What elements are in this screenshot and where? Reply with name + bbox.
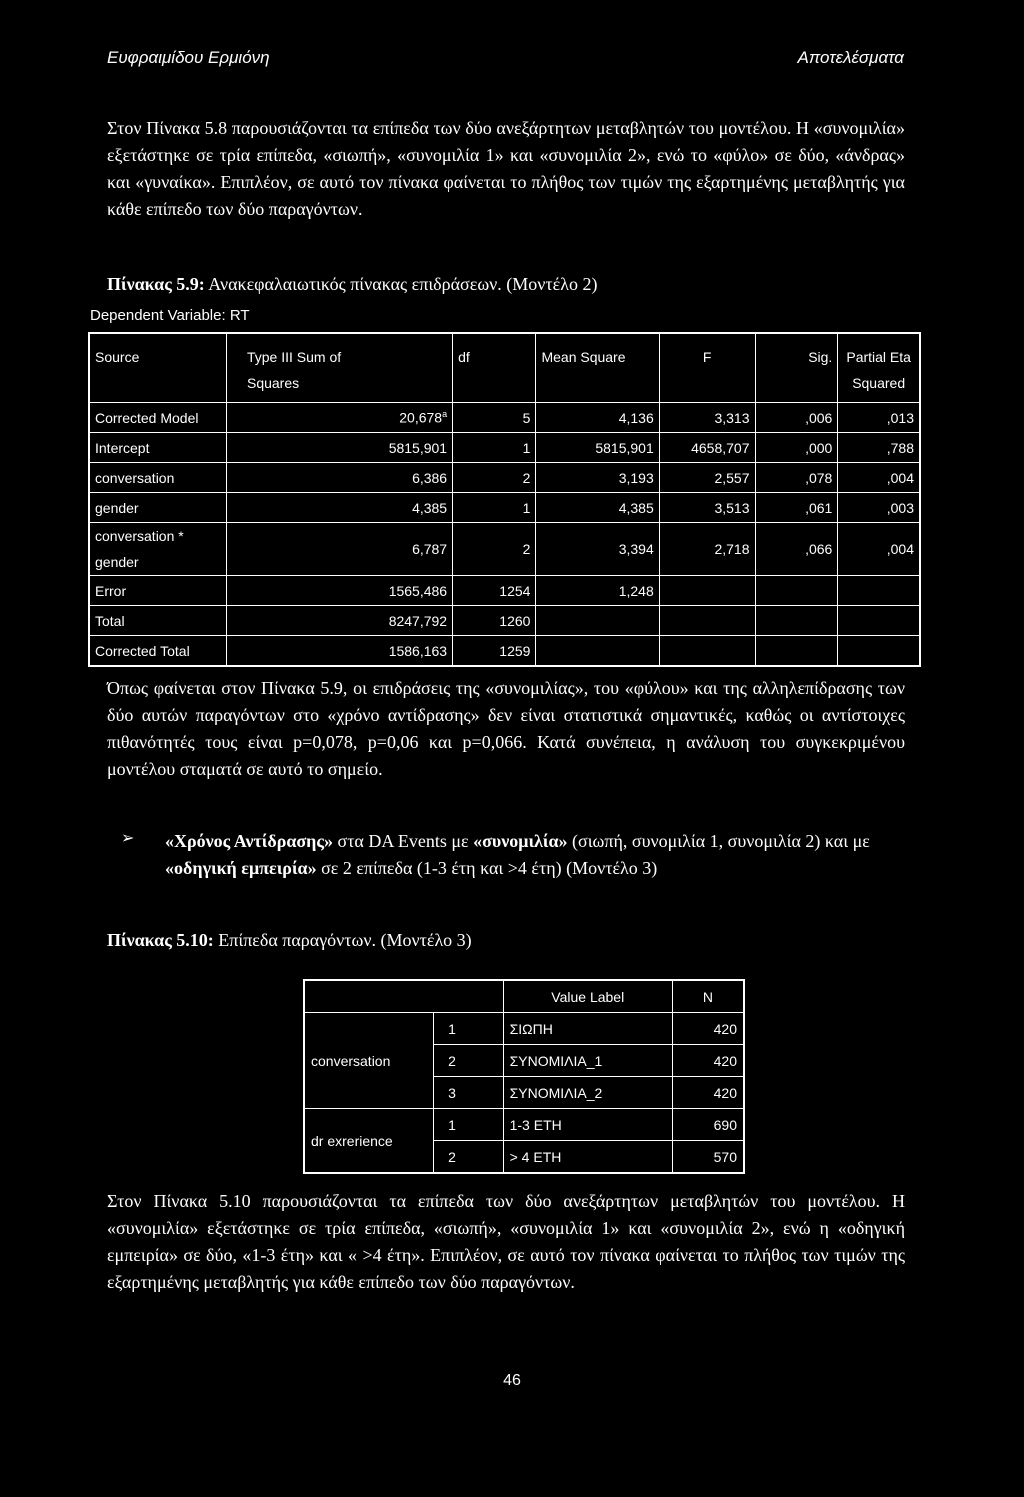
row-ss: 1565,486 bbox=[226, 576, 452, 606]
row-ms: 5815,901 bbox=[536, 433, 659, 463]
row-eta bbox=[838, 606, 920, 636]
header-n: N bbox=[672, 980, 744, 1013]
header-partial-eta: Partial Eta Squared bbox=[838, 333, 920, 403]
header-df: df bbox=[453, 333, 536, 403]
row-eta: ,788 bbox=[838, 433, 920, 463]
dependent-variable-label: Dependent Variable: RT bbox=[90, 307, 250, 324]
row-source: conversation * gender bbox=[89, 523, 226, 576]
row-source: Total bbox=[89, 606, 226, 636]
table-5-10-caption-label: Πίνακας 5.10: bbox=[107, 930, 214, 950]
table-row bbox=[89, 606, 920, 636]
row-df: 1 bbox=[453, 433, 536, 463]
row-label: ΣΙΩΠΗ bbox=[503, 1013, 672, 1045]
header-empty bbox=[304, 980, 503, 1013]
row-sig bbox=[755, 636, 838, 667]
paragraph-intro: Στον Πίνακα 5.8 παρουσιάζονται τα επίπεδα των δύο ανεξάρτητων μεταβλητών του μοντέλου. Η «συνομιλία» εξετάστηκε σε τρία επίπεδα, «σιωπή», «συνομιλία 1» και «συνομιλία 2», ενώ το «φύλο» σε δύο, «άνδρας» και «γυναίκα». Επιπλέον, σε αυτό τον πίνακα φαίνεται το πλήθος των τιμών της εξαρτημένης μεταβλητής για κάθε επίπεδο των δύο παραγόντων. bbox=[107, 118, 905, 219]
factor-experience: dr exrerience bbox=[304, 1109, 434, 1174]
row-code: 2 bbox=[434, 1045, 504, 1077]
row-n: 690 bbox=[672, 1109, 744, 1141]
row-ms: 4,136 bbox=[536, 403, 659, 433]
row-ms: 3,193 bbox=[536, 463, 659, 493]
row-eta: ,004 bbox=[838, 523, 920, 576]
row-f: 2,718 bbox=[659, 523, 755, 576]
header-section: Αποτελέσματα bbox=[797, 48, 904, 67]
row-ss: 4,385 bbox=[226, 493, 452, 523]
row-sig: ,006 bbox=[755, 403, 838, 433]
anova-table bbox=[88, 332, 921, 667]
row-df: 1 bbox=[453, 493, 536, 523]
table-row bbox=[89, 576, 920, 606]
row-ss: 5815,901 bbox=[226, 433, 452, 463]
row-n: 420 bbox=[672, 1045, 744, 1077]
row-f bbox=[659, 636, 755, 667]
row-f: 3,513 bbox=[659, 493, 755, 523]
table-row bbox=[89, 433, 920, 463]
row-code: 1 bbox=[434, 1013, 504, 1045]
row-sig: ,000 bbox=[755, 433, 838, 463]
row-eta bbox=[838, 576, 920, 606]
row-df: 1260 bbox=[453, 606, 536, 636]
row-sig: ,078 bbox=[755, 463, 838, 493]
row-eta: ,003 bbox=[838, 493, 920, 523]
row-f bbox=[659, 576, 755, 606]
row-df: 1254 bbox=[453, 576, 536, 606]
row-ss: 6,386 bbox=[226, 463, 452, 493]
row-code: 1 bbox=[434, 1109, 504, 1141]
factor-levels-table bbox=[303, 979, 745, 1174]
row-source: Corrected Total bbox=[89, 636, 226, 667]
table-row bbox=[89, 493, 920, 523]
row-df: 1259 bbox=[453, 636, 536, 667]
row-f: 2,557 bbox=[659, 463, 755, 493]
header-f: F bbox=[659, 333, 755, 403]
row-sig bbox=[755, 606, 838, 636]
row-label: ΣΥΝΟΜΙΛΙΑ_1 bbox=[503, 1045, 672, 1077]
header-sig: Sig. bbox=[755, 333, 838, 403]
row-n: 420 bbox=[672, 1013, 744, 1045]
row-code: 2 bbox=[434, 1141, 504, 1174]
arrow-bullet-icon: ➢ bbox=[121, 828, 135, 847]
row-f: 4658,707 bbox=[659, 433, 755, 463]
row-df: 2 bbox=[453, 463, 536, 493]
table-5-9-caption-text: Ανακεφαλαιωτικός πίνακας επιδράσεων. (Μοντέλο 2) bbox=[204, 274, 598, 294]
table-row bbox=[89, 636, 920, 667]
row-ss: 1586,163 bbox=[226, 636, 452, 667]
table-row bbox=[89, 403, 920, 433]
table-5-10-caption-text: Επίπεδα παραγόντων. (Μοντέλο 3) bbox=[213, 930, 472, 950]
bullet-model-3: «Χρόνος Αντίδρασης» στα DA Events με «συνομιλία» (σιωπή, συνομιλία 1, συνομιλία 2) και με «οδηγική εμπειρία» σε 2 επίπεδα (1-3 έτη και >4 έτη) (Μοντέλο 3) bbox=[165, 831, 870, 878]
row-source: gender bbox=[89, 493, 226, 523]
table-5-9-caption bbox=[107, 274, 597, 295]
row-label: 1-3 ΕΤΗ bbox=[503, 1109, 672, 1141]
paragraph-table-5-10: Στον Πίνακα 5.10 παρουσιάζονται τα επίπεδα των δύο ανεξάρτητων μεταβλητών του μοντέλου. Η «συνομιλία» εξετάστηκε σε τρία επίπεδα, «σιωπή», «συνομιλία 1» και «συνομιλία 2», ενώ η «οδηγική εμπειρία» σε δύο, «1-3 έτη» και « >4 έτη». Επιπλέον, σε αυτό τον πίνακα φαίνεται το πλήθος των τιμών της εξαρτημένης μεταβλητής για κάθε επίπεδο των δύο παραγόντων. bbox=[107, 1191, 905, 1292]
row-sig: ,061 bbox=[755, 493, 838, 523]
header-value-label: Value Label bbox=[503, 980, 672, 1013]
row-source: conversation bbox=[89, 463, 226, 493]
row-sig: ,066 bbox=[755, 523, 838, 576]
table-row bbox=[304, 1013, 744, 1045]
anova-header-row bbox=[89, 333, 920, 403]
row-df: 5 bbox=[453, 403, 536, 433]
row-label: ΣΥΝΟΜΙΛΙΑ_2 bbox=[503, 1077, 672, 1109]
row-ss: 6,787 bbox=[226, 523, 452, 576]
row-ms: 4,385 bbox=[536, 493, 659, 523]
row-eta: ,013 bbox=[838, 403, 920, 433]
table-row bbox=[89, 523, 920, 576]
row-ms: 3,394 bbox=[536, 523, 659, 576]
header-source: Source bbox=[89, 333, 226, 403]
header-author: Ευφραιμίδου Ερμιόνη bbox=[107, 48, 270, 67]
row-ms: 1,248 bbox=[536, 576, 659, 606]
header-mean-square: Mean Square bbox=[536, 333, 659, 403]
row-n: 420 bbox=[672, 1077, 744, 1109]
row-source: Corrected Model bbox=[89, 403, 226, 433]
table-row bbox=[304, 1109, 744, 1141]
row-ms bbox=[536, 636, 659, 667]
factor-header-row bbox=[304, 980, 744, 1013]
row-sig bbox=[755, 576, 838, 606]
row-eta: ,004 bbox=[838, 463, 920, 493]
row-df: 2 bbox=[453, 523, 536, 576]
row-f bbox=[659, 606, 755, 636]
page-number: 46 bbox=[503, 1372, 521, 1389]
row-ss: 8247,792 bbox=[226, 606, 452, 636]
row-eta bbox=[838, 636, 920, 667]
factor-conversation: conversation bbox=[304, 1013, 434, 1109]
row-ms bbox=[536, 606, 659, 636]
row-ss: 20,678$^a$ bbox=[226, 403, 452, 433]
paragraph-results: Όπως φαίνεται στον Πίνακα 5.9, οι επιδράσεις της «συνομιλίας», του «φύλου» και της αλληλεπίδρασης των δύο αυτών παραγόντων στο «χρόνο αντίδρασης» δεν είναι στατιστικά σημαντικές, καθώς οι αντίστοιχες πιθανότητές τους είναι p=0,078, p=0,06 και p=0,066. Κατά συνέπεια, η ανάλυση του συγκεκριμένου μοντέλου σταματά σε αυτό το σημείο. bbox=[107, 678, 905, 779]
row-f: 3,313 bbox=[659, 403, 755, 433]
row-n: 570 bbox=[672, 1141, 744, 1174]
row-code: 3 bbox=[434, 1077, 504, 1109]
row-source: Error bbox=[89, 576, 226, 606]
table-5-9-caption-label: Πίνακας 5.9: bbox=[107, 274, 205, 294]
header-sum-of-squares: Type III Sum of Squares bbox=[226, 333, 452, 403]
row-label: > 4 ΕΤΗ bbox=[503, 1141, 672, 1174]
table-row bbox=[89, 463, 920, 493]
row-source: Intercept bbox=[89, 433, 226, 463]
table-5-10-caption bbox=[107, 930, 472, 951]
